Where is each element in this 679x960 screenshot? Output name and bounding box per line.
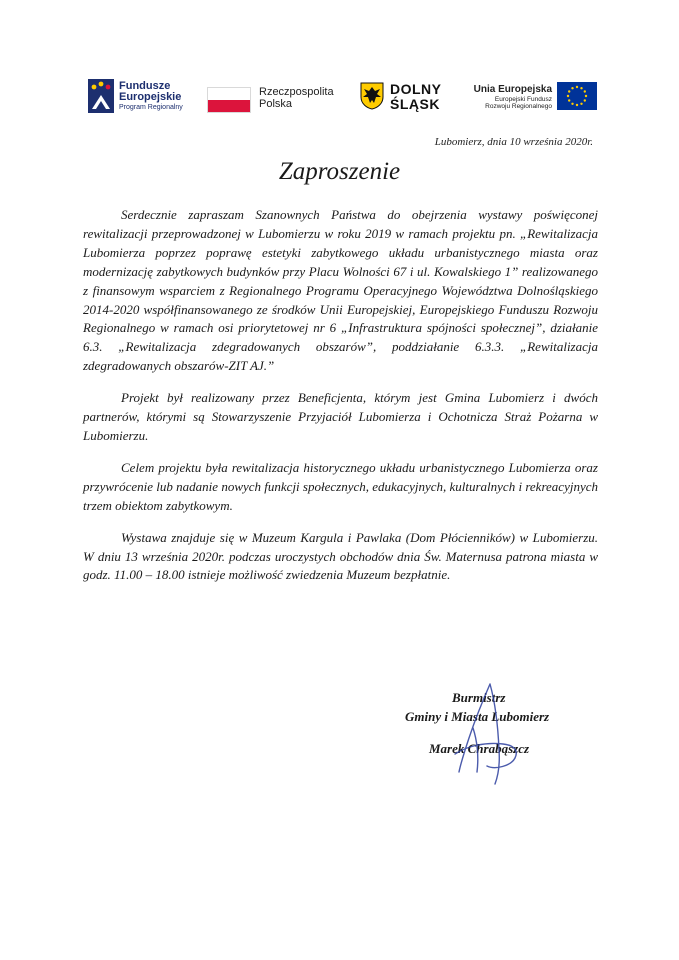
poland-flag-icon [207,87,251,113]
fundusze-europejskie-icon [88,79,114,113]
rp-line1: Rzeczpospolita [259,86,334,98]
rp-line2: Polska [259,98,293,110]
letter-body [83,206,598,598]
fe-line3: Program Regionalny [119,104,183,111]
handwritten-signature [395,680,555,790]
paragraph: Projekt był realizowany przez Beneficjenta, którym jest Gmina Lubomierz i dwóch partnerów, którymi są Stowarzyszenie Przyjaciół Lubomierza i Ochotnicza Straż Pożarna w Lubomierzu. [83,390,598,443]
ue-line1: Unia Europejska [473,84,552,95]
fe-line1: Fundusze [119,80,171,92]
paragraph: Serdecznie zapraszam Szanownych Państwa do obejrzenia wystawy poświęconej rewitalizacji przeprowadzonej w Lubomierzu w roku 2019 w ramach projektu pn. „Rewitalizacja Lubomierza poprzez poprawę estetyki zabytkowego układu urbanistycznego miasta oraz modernizację zabytkowych budynków przy Placu Wolności 67 i ul. Kowalskiego 1” realizowanego z finansowym wsparciem z Regionalnego Programu Operacyjnego Województwa Dolnośląskiego 2014-2020 współfinansowanego ze środków Unii Europejskiej, Europejskiego Funduszu Rozwoju Regionalnego w ramach osi priorytetowej nr 6 „Infrastruktura spójności społecznej”, działanie 6.3. „Rewitalizacja zdegradowanych obszarów”, poddziałanie 6.3.3. „Rewitalizacja zdegradowanych obszarów-ZIT AJ.” [83,207,598,374]
letter-title: Zaproszenie [278,158,401,185]
signature-office: Gminy i Miasta Lubomierz [405,709,550,724]
paragraph: Wystawa znajduje się w Muzeum Kargula i Pawlaka (Dom Płócienników) w Lubomierzu. W dniu 13 września 2020r. podczas uroczystych obchodów dnia Św. Maternusa patrona miasta w godz. 11.00 – 18.00 istnieje możliwość zwiedzenia Muzeum bezpłatnie. [83,529,598,583]
lower-silesia-eagle-shield-icon [360,82,384,110]
fundusze-europejskie-logo [88,70,198,126]
unia-europejska-logo [470,70,600,126]
ds-line1: DOLNY [390,81,442,97]
rzeczpospolita-polska-logo [207,70,342,126]
signature-name: Marek Chrabąszcz [429,741,530,756]
letter-date: Lubomierz, dnia 10 września 2020r. [434,136,593,148]
fe-line2: Europejskie [119,91,182,103]
eu-flag-icon [557,82,597,110]
dolny-slask-logo [357,70,452,126]
signature-block [0,680,679,790]
ue-line2: Europejski Fundusz [494,96,552,103]
paragraph: Celem projektu była rewitalizacja historycznego układu urbanistycznego Lubomierza oraz przywrócenie lub nadanie nowych funkcji społecznych, edukacyjnych, kulturalnych i rekreacyjnych trzem obiektom zabytkowym. [83,459,598,513]
signature-role: Burmistrz [452,690,506,705]
ds-line2: ŚLĄSK [390,96,440,112]
logo-bar [0,70,679,126]
ue-line3: Rozwoju Regionalnego [485,103,552,110]
